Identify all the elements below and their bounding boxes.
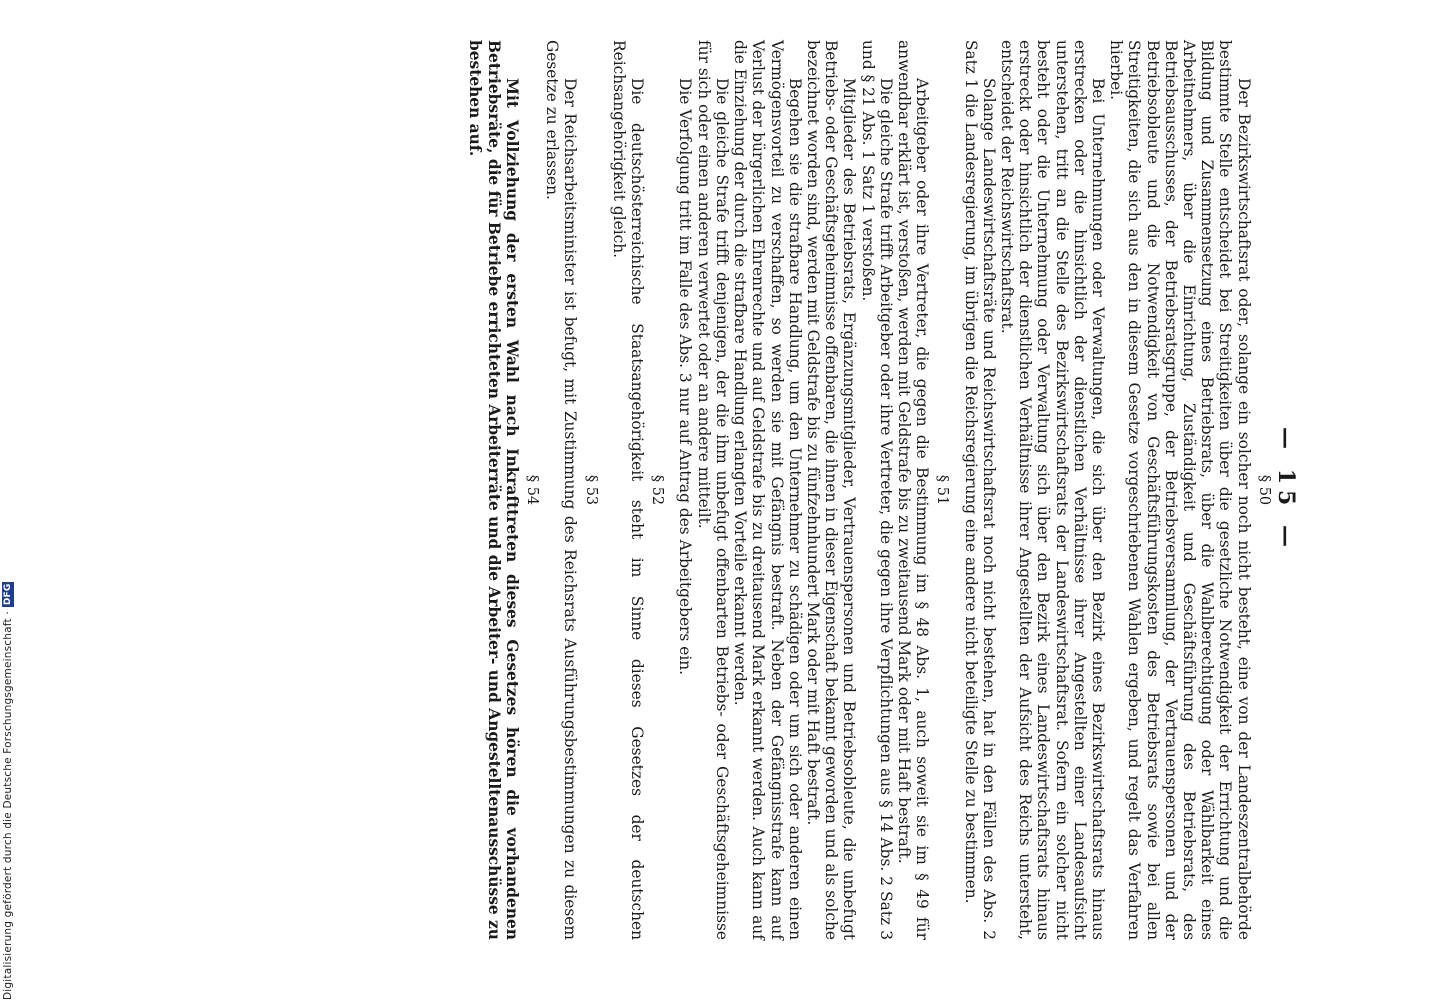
spacer xyxy=(602,40,610,940)
section-heading-54: § 54 xyxy=(524,474,541,506)
scanned-page xyxy=(145,40,1299,940)
section-52-para-1: Die deutschösterreichische Staatsangehörigkeit steht im Sinne dieses Gesetzes der deutschen Reichsangehörigkeit gleich. xyxy=(609,40,647,940)
section-51-para-4: Begehen sie die strafbare Handlung, um den Unternehmer zu schädigen oder um sich oder anderen einen Vermögensvorteil zu verschaffen, so werden sie mit Gefängnis bestraft. Neben der Gefängnisstrafe kann auf Verlust der bürgerlichen Ehrenrechte und auf Geldstrafe bis zu dreitausend Mark erkannt werden. Auch kann auf die Einziehung der durch die strafbare Handlung erlangten Vorteile erkannt werden. xyxy=(731,40,804,940)
scanned-page-frame xyxy=(135,30,1305,950)
spacer xyxy=(953,40,961,940)
page-number: — 15 — xyxy=(1273,427,1299,553)
digitization-note-text: Digitalisierung gefördert durch die Deutsche Forschungsgemeinschaft · xyxy=(2,611,14,1000)
section-50-para-1: Der Bezirkswirtschaftsrat oder, solange ein solcher noch nicht besteht, eine von der Landeszentralbehörde bestimmte Stelle entscheidet bei Streitigkeiten über die gesetzliche Notwendigkeit der Errichtung und die Bildung und Zusammensetzung eines Betriebsrats, über die Wahlberechtigung oder Wählbarkeit eines Arbeitnehmers, über die Einrichtung, Zuständigkeit und Geschäftsführung des Betriebsrats, des Betriebsausschusses, der Betriebsratsgruppe, der Betriebsversammlung, der Vertrauenspersonen und der Betriebsobleute und die Notwendigkeit von Geschäftsführungskosten des Betriebsrats sowie bei allen Streitigkeiten, die sich aus den in diesem Gesetze vorgeschriebenen Wahlen ergeben, und regelt das Verfahren hierbei. xyxy=(1107,40,1253,940)
section-50-para-3: Solange Landeswirtschaftsräte und Reichswirtschaftsrat noch nicht bestehen, hat in den Fällen des Abs. 2 Satz 1 die Landesregierung, im übrigen die Reichsregierung eine andere nicht beteiligte Stelle zu bestimmen. xyxy=(961,40,998,940)
section-heading-51: § 51 xyxy=(934,474,951,506)
section-51-para-2: Die gleiche Strafe trifft Arbeitgeber oder ihre Vertreter, die gegen ihre Verpflichtungen aus § 14 Abs. 2 Satz 3 und § 21 Abs. 1 Satz 1 verstoßen. xyxy=(858,40,895,940)
section-51-para-5: Die gleiche Strafe trifft denjenigen, der die ihm unbefugt offenbarten Betriebs- oder Geschäftsgeheimnisse für sich oder einen anderen verwertet oder an andere mitteilt. xyxy=(694,40,731,940)
section-51-para-3: Mitglieder des Betriebsrats, Ergänzungsmitglieder, Vertrauenspersonen und Betriebsobleute, die unbefugt Betriebs- oder Geschäftsgeheimnisse offenbaren, die ihnen in dieser Eigenschaft bekannt geworden und als solche bezeichnet worden sind, werden mit Geldstrafe bis zu fünfzehnhundert Mark oder mit Haft bestraft. xyxy=(803,40,859,940)
section-51-para-6: Die Verfolgung tritt im Falle des Abs. 3 nur auf Antrag des Arbeitgebers ein. xyxy=(676,78,695,676)
section-heading-52: § 52 xyxy=(649,474,666,506)
section-53-para-1: Der Reichsarbeitsminister ist befugt, mit Zustimmung des Reichsrats Ausführungsbestimmungen zu diesem Gesetze zu erlassen. xyxy=(543,40,580,940)
dfg-logo: DFG xyxy=(3,583,13,606)
section-50-para-2: Bei Unternehmungen oder Verwaltungen, die sich über den Bezirk eines Bezirkswirtschaftsrats hinaus erstrecken oder die hinsichtlich der dienstlichen Verhältnisse ihrer Angestellten einer Landesaufsicht unterstehen, tritt an die Stelle des Bezirkswirtschaftsrats der Landeswirtschaftsrat. Sofern ein solcher nicht besteht oder die Unternehmung oder Verwaltung sich über den Bezirk eines Landeswirtschaftsrats hinaus erstreckt oder hinsichtlich der dienstlichen Verhältnisse ihrer Angestellten der Aufsicht des Reichs untersteht, entscheidet der Reichswirtschaftsrat. xyxy=(997,40,1107,940)
section-51-para-1: Arbeitgeber oder ihre Vertreter, die gegen die Bestimmung im § 48 Abs. 1, auch soweit sie im § 49 für anwendbar erklärt ist, verstoßen, werden mit Geldstrafe bis zu zweitausend Mark oder mit Haft bestraft. xyxy=(894,40,932,940)
section-heading-50: § 50 xyxy=(1255,474,1272,506)
section-54-para-1: Mit Vollziehung der ersten Wahl nach Inkrafttreten dieses Gesetzes hören die vorhandenen Betriebsräte, die für Betriebe errichteten Arbeiterräte und die Arbeiter- und Angestelltenausschüsse zu bestehen auf. xyxy=(466,40,521,940)
digitization-note-text-wrapper xyxy=(1,583,15,1000)
spacer xyxy=(668,40,676,940)
section-heading-53: § 53 xyxy=(582,474,599,506)
digitization-note xyxy=(0,0,16,1000)
